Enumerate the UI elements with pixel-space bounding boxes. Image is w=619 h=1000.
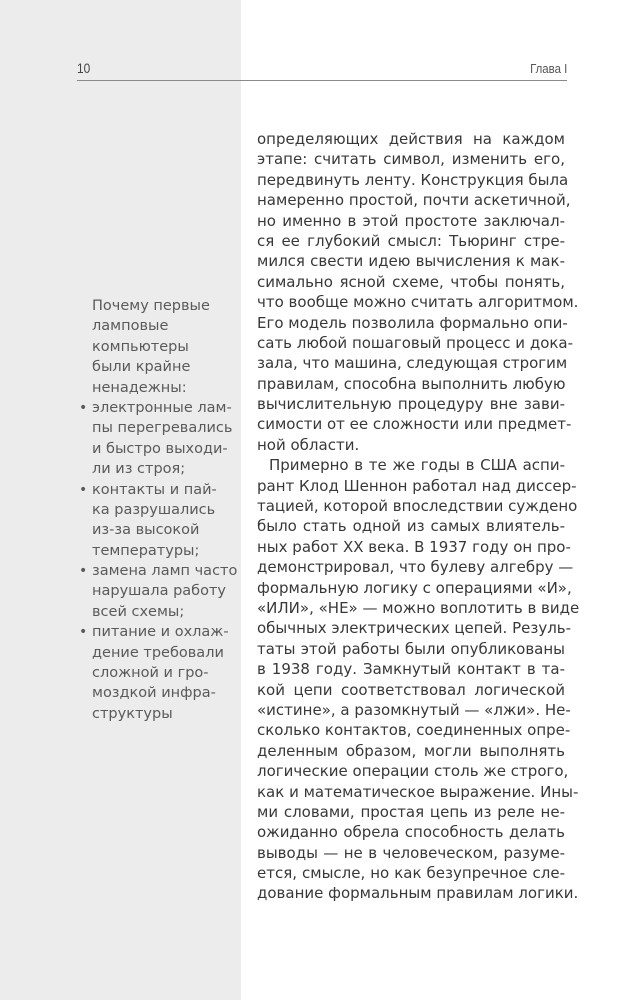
margin-note-line-wrap	[76, 561, 236, 581]
margin-note-line: пы перегревались	[92, 420, 233, 437]
text-line: кой цепи соответствовал логической	[257, 680, 565, 699]
margin-note-line-wrap	[76, 480, 236, 500]
text-line: обычных электрических цепей. Резуль-	[257, 619, 572, 638]
margin-note-line: компьютеры	[92, 338, 189, 355]
margin-note-line: контакты и пай-	[92, 481, 217, 498]
margin-note-line: ламповые	[92, 318, 169, 335]
text-line: тацией, которой впоследствии суждено	[257, 497, 578, 516]
margin-note-line: питание и охлаж-	[92, 624, 229, 641]
text-line: сать любой пошаговый процесс и дока-	[257, 333, 574, 352]
text-line: ных работ XX века. В 1937 году он про-	[257, 537, 571, 556]
margin-note-line: сложной и гро-	[92, 665, 209, 682]
margin-note-line-wrap	[76, 398, 236, 418]
bullet-icon: •	[79, 399, 88, 416]
running-head	[77, 58, 567, 81]
margin-note-line: температуры;	[92, 542, 200, 559]
text-line: правилам, способна выполнить любую	[257, 374, 566, 393]
text-line: «ИЛИ», «НЕ» — можно воплотить в виде	[257, 598, 580, 617]
bullet-icon: •	[79, 624, 88, 641]
margin-note-intro	[76, 296, 236, 398]
text-line: передвинуть ленту. Конструкция была	[257, 170, 569, 189]
margin-note-bullet-item	[76, 480, 236, 562]
text-line: этапе: считать символ, изменить его,	[257, 150, 565, 169]
text-line: определяющих действия на каждом	[257, 130, 565, 148]
margin-note-line: ли из строя;	[92, 461, 186, 478]
text-line: Примерно в те же годы в США аспи-	[269, 456, 565, 475]
text-line: Его модель позволила формально опи-	[257, 313, 568, 332]
margin-note-bullet-item	[76, 398, 236, 480]
margin-note-bullet-item	[76, 561, 236, 622]
margin-note-line: ненадежны:	[92, 379, 187, 396]
margin-note-line: электронные лам-	[92, 399, 232, 416]
text-line: ной области.	[257, 435, 360, 454]
margin-note-line: моздкой инфра-	[92, 685, 216, 702]
text-line: намеренно простой, почти аскетичной,	[257, 191, 571, 210]
text-line: мился свести идею вычисления к мак-	[257, 252, 565, 271]
margin-note-line: Почему первые	[92, 298, 210, 314]
text-line: но именно в этой простоте заключал-	[257, 211, 565, 230]
text-line: «истине», а разомкнутый — «лжи». Не-	[257, 700, 571, 719]
text-line: вычислительную процедуру вне зави-	[257, 395, 565, 414]
margin-note-line-wrap	[76, 622, 236, 642]
margin-note-line: из-за высокой	[92, 522, 200, 539]
margin-note-line: были крайне	[92, 359, 191, 376]
text-line: симости от ее сложности или предмет-	[257, 415, 572, 434]
margin-note-line: и быстро выходи-	[92, 440, 228, 457]
margin-note-line: нарушала работу	[92, 583, 226, 600]
margin-note-line: дение требовали	[92, 644, 224, 661]
text-line: как и математическое выражение. Ины-	[257, 782, 579, 801]
text-line: сколько контактов, соединенных опре-	[257, 721, 571, 740]
chapter-title: Глава I	[529, 61, 567, 76]
text-line: симально ясной схеме, чтобы понять,	[257, 272, 565, 291]
text-line: ся ее глубокий смысл: Тьюринг стре-	[257, 231, 565, 250]
text-line: ется, смысле, но как безупречное сле-	[257, 864, 565, 883]
body-text	[257, 129, 580, 904]
margin-note-line: замена ламп часто	[92, 563, 238, 580]
margin-note-line: структуры	[92, 705, 173, 722]
margin-note	[76, 296, 236, 724]
text-line: в 1938 году. Замкнутый контакт в та-	[257, 660, 565, 679]
text-line: логические операции столь же строго,	[257, 762, 569, 781]
text-line: было стать одной из самых влиятель-	[257, 517, 565, 536]
text-line: таты этой работы были опубликованы	[257, 639, 565, 658]
paragraph-turing	[257, 129, 579, 455]
text-line: деленным образом, могли выполнять	[257, 741, 565, 760]
page-number: 10	[77, 60, 91, 76]
margin-note-bullet-item	[76, 622, 236, 724]
bullet-icon: •	[79, 563, 88, 580]
text-line: демонстрировал, что булеву алгебру —	[257, 558, 574, 577]
text-line: дование формальным правилам логики.	[257, 884, 579, 903]
paragraph-shannon	[257, 455, 580, 904]
bullet-icon: •	[79, 481, 88, 498]
text-line: формальную логику с операциями «И»,	[257, 578, 572, 597]
text-line: выводы — не в человеческом, разуме-	[257, 843, 565, 862]
text-line: рант Клод Шеннон работал над диссер-	[257, 476, 577, 495]
text-line: что вообще можно считать алгоритмом.	[257, 293, 579, 312]
text-line: ми словами, простая цепь из реле не-	[257, 802, 565, 821]
margin-note-line: ка разрушались	[92, 501, 216, 518]
margin-note-line: всей схемы;	[92, 603, 185, 620]
text-line: ожиданно обрела способность делать	[257, 823, 565, 842]
text-line: зала, что машина, следующая строгим	[257, 354, 568, 373]
